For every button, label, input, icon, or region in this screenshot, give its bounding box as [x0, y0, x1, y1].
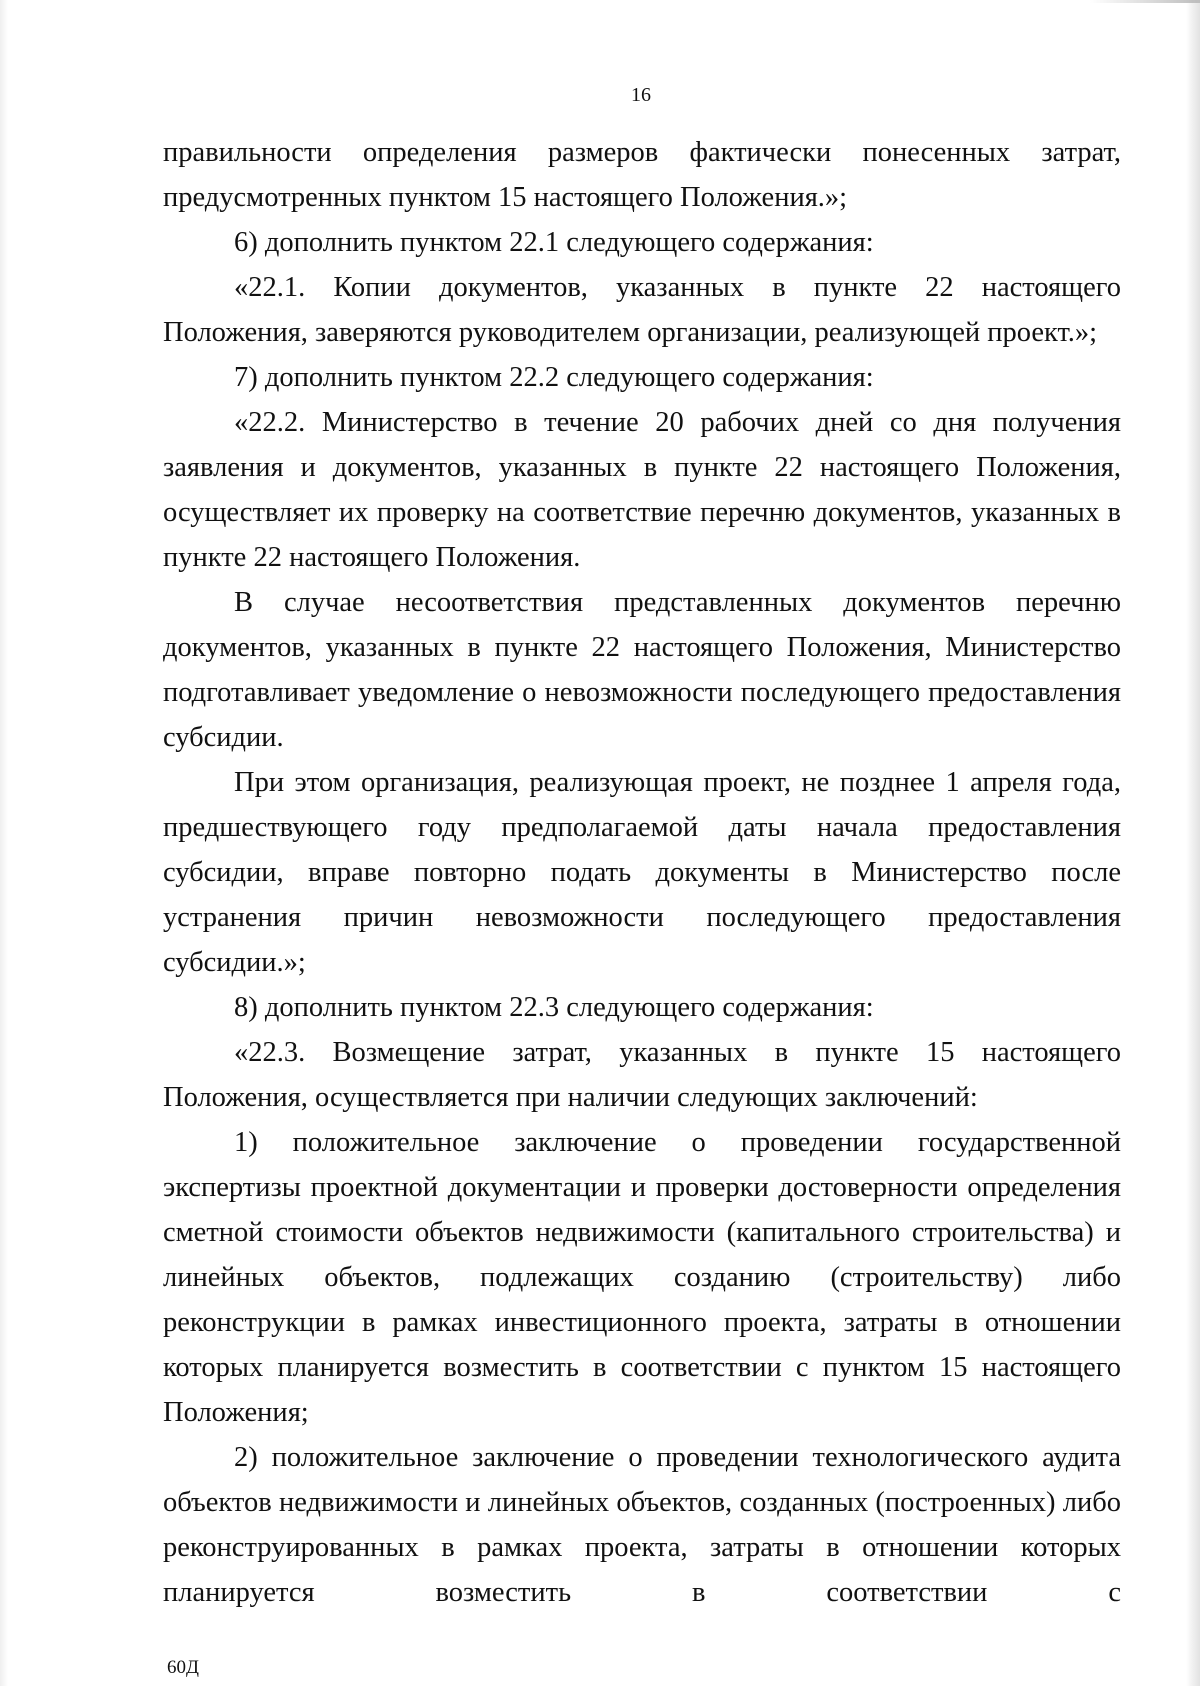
scan-edge-top [1090, 0, 1200, 3]
scan-edge-left [0, 0, 8, 1686]
paragraph-item-7: 7) дополнить пунктом 22.2 следующего содержания: [234, 362, 874, 393]
paragraph-resubmission: При этом организация, реализующая проект, не позднее 1 апреля года, предшествующего году предполагаемой даты начала предоставления субсидии, вправе повторно подать документы в Министерство после устранения причин невозможности последующего предоставления субсидии.»; [163, 767, 1121, 978]
paragraph-22-2: «22.2. Министерство в течение 20 рабочих дней со дня получения заявления и документов, указанных в пункте 22 настоящего Положения, осуществляет их проверку на соответствие перечню документов, указанных в пункте 22 настоящего Положения. [163, 407, 1121, 573]
document-code: 60Д [167, 1657, 199, 1678]
paragraph-item-8: 8) дополнить пунктом 22.3 следующего содержания: [234, 992, 874, 1023]
paragraph-conclusion-1: 1) положительное заключение о проведении государственной экспертизы проектной документации и проверки достоверности определения сметной стоимости объектов недвижимости (капитального строительства) и линейных объектов, подлежащих созданию (строительству) либо реконструкции в рамках инвестиционного проекта, затраты в отношении которых планируется возместить в соответствии с пунктом 15 настоящего Положения; [163, 1127, 1121, 1428]
page-number: 16 [631, 84, 651, 106]
paragraph-item-6: 6) дополнить пунктом 22.1 следующего содержания: [234, 227, 874, 258]
paragraph-continuation: правильности определения размеров фактически понесенных затрат, предусмотренных пунктом 15 настоящего Положения.»; [163, 137, 1121, 213]
document-body [163, 130, 1121, 1615]
paragraph-conclusion-2: 2) положительное заключение о проведении технологического аудита объектов недвижимости и линейных объектов, созданных (построенных) либо реконструированных в рамках проекта, затраты в отношении которых планируется возместить в соответствии с [163, 1442, 1121, 1608]
scan-edge-right [1186, 0, 1200, 1686]
paragraph-22-3: «22.3. Возмещение затрат, указанных в пункте 15 настоящего Положения, осуществляется при наличии следующих заключений: [163, 1037, 1121, 1113]
paragraph-noncompliance: В случае несоответствия представленных документов перечню документов, указанных в пункте 22 настоящего Положения, Министерство подготавливает уведомление о невозможности последующего предоставления субсидии. [163, 587, 1121, 753]
paragraph-22-1: «22.1. Копии документов, указанных в пункте 22 настоящего Положения, заверяются руководителем организации, реализующей проект.»; [163, 272, 1121, 348]
